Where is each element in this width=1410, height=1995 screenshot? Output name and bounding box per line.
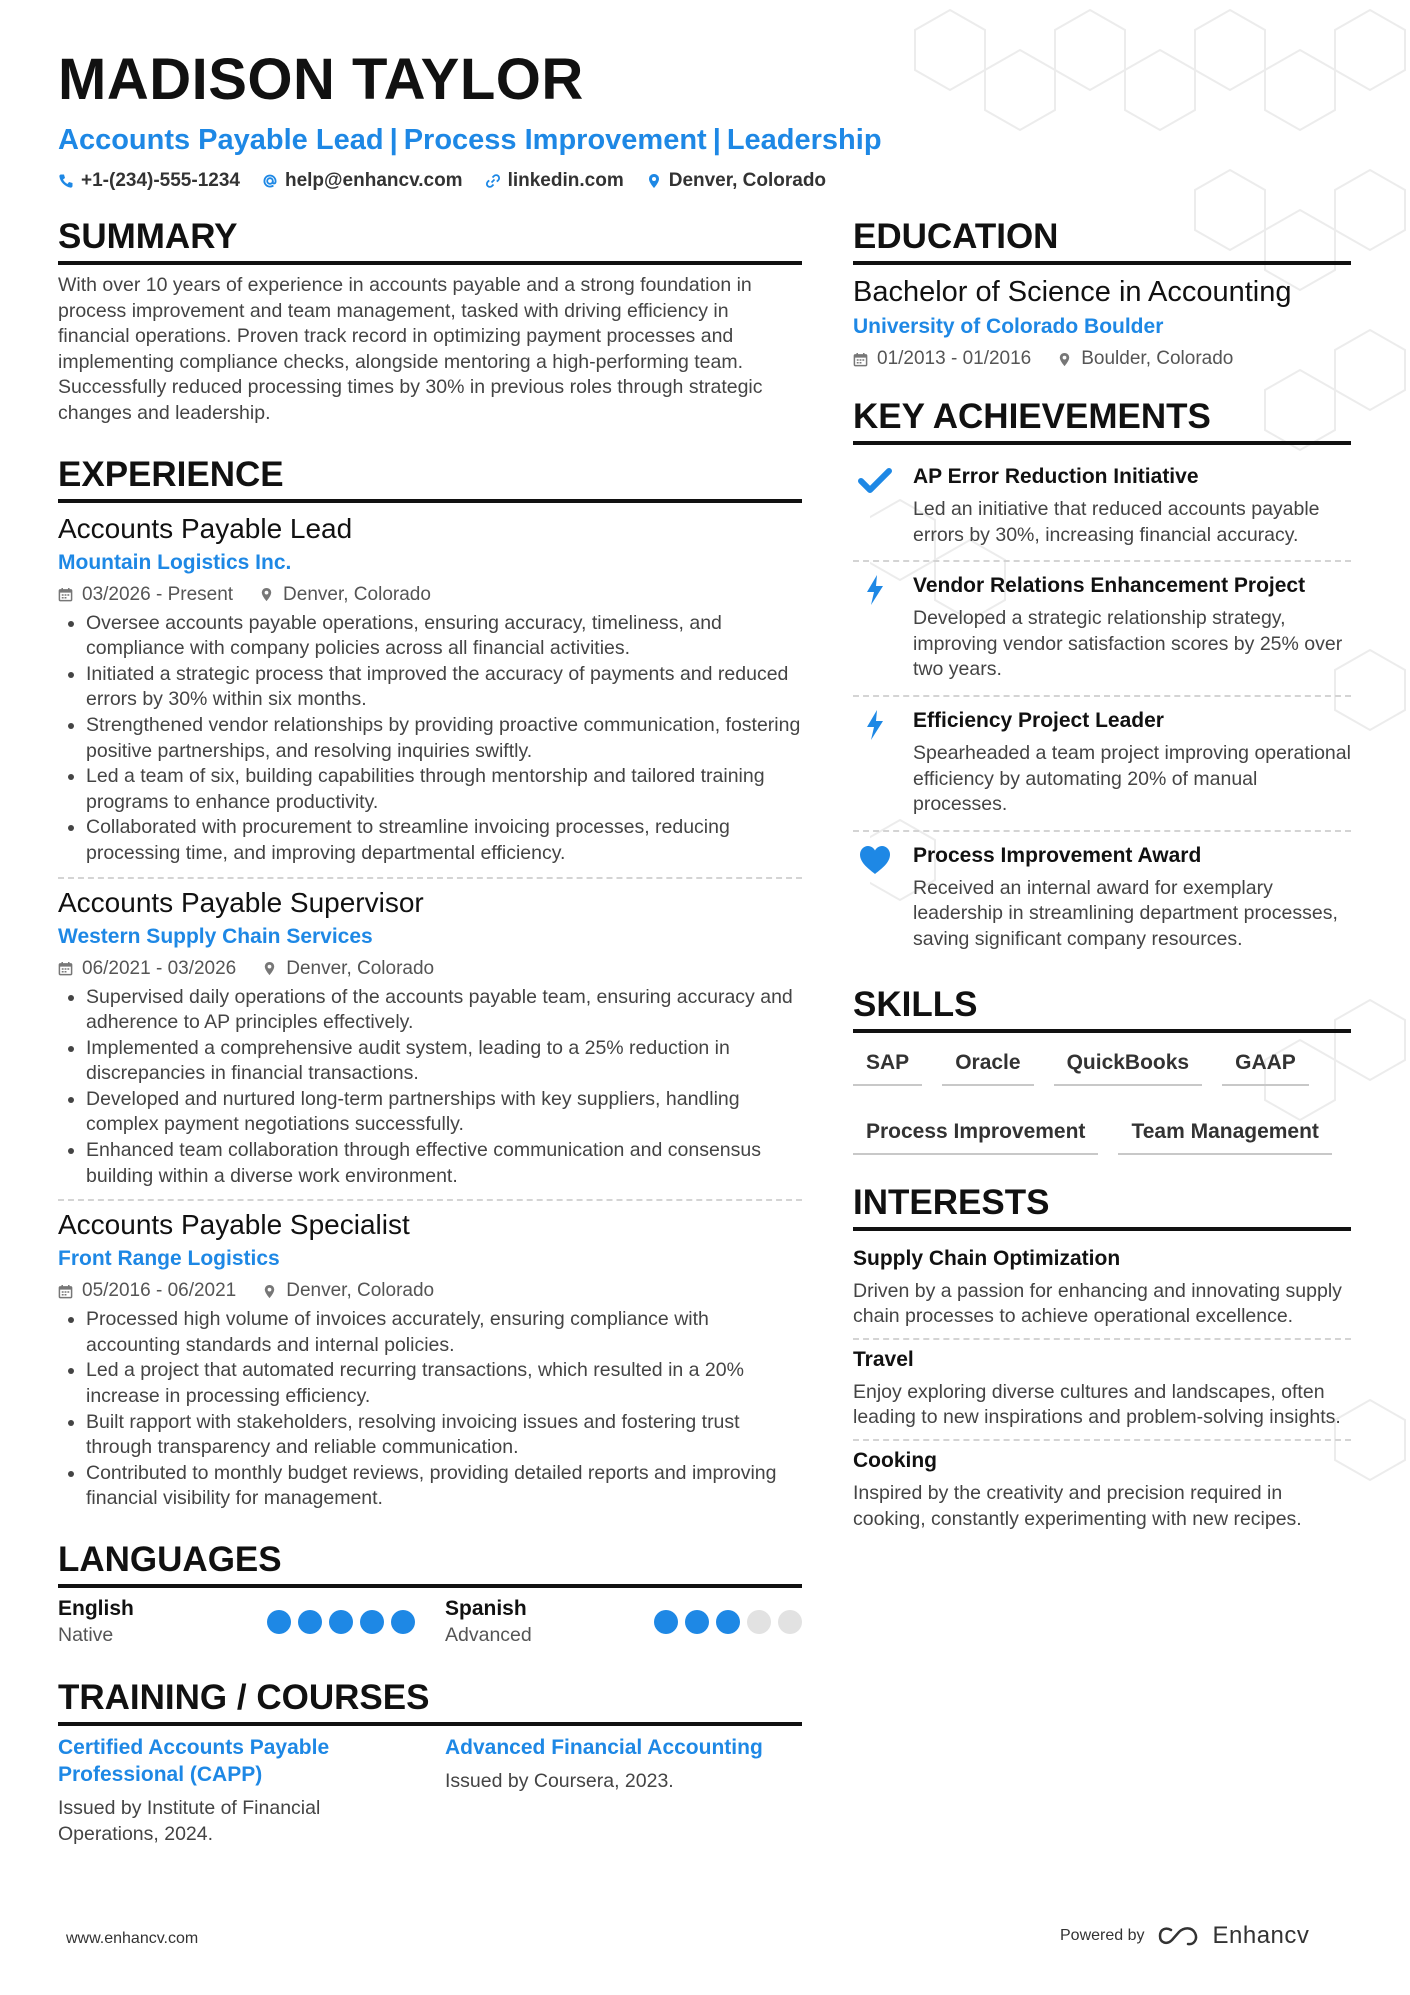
achievement-desc: Received an internal award for exemplary leadership in streamlining department processes, saving significant company resources. — [913, 876, 1338, 950]
job-entry — [58, 511, 802, 879]
section-title-experience: EXPERIENCE — [58, 453, 802, 503]
interest-title: Cooking — [853, 1448, 937, 1472]
bullet-item: • Led a project that automated recurring transactions, which resulted in a 20% increase in processing efficiency. — [86, 1358, 802, 1409]
bullet-item: • Initiated a strategic process that improved the accuracy of payments and reduced errors by 30% within six months. — [86, 662, 802, 713]
rating-dot — [747, 1610, 771, 1634]
job-title: Accounts Payable Supervisor — [58, 886, 424, 918]
rating-dot — [298, 1610, 322, 1634]
left-column — [58, 215, 802, 1847]
bullet-item: • Led a team of six, building capabilities through mentorship and tailored training programs to enhance productivity. — [86, 764, 802, 815]
skills-section — [853, 983, 1351, 1155]
interest-desc: Driven by a passion for enhancing and innovating supply chain processes to achieve operational excellence. — [853, 1279, 1342, 1328]
checkmark-icon — [858, 465, 892, 497]
skill-tag: SAP — [853, 1041, 922, 1086]
education-location — [1057, 347, 1233, 371]
job-location-text: Denver, Colorado — [283, 583, 431, 605]
job-bullets — [58, 1307, 802, 1512]
company-name: Western Supply Chain Services — [58, 924, 373, 948]
skill-tag: QuickBooks — [1054, 1041, 1203, 1086]
candidate-name: MADISON TAYLOR — [58, 47, 584, 112]
achievement-icon-wrap — [853, 463, 897, 548]
company-name: Front Range Logistics — [58, 1247, 280, 1271]
at-sign-icon — [262, 173, 278, 189]
bullet-item: • Oversee accounts payable operations, ensuring accuracy, timeliness, and compliance with company policies across all financial activities. — [86, 611, 802, 662]
contact-linkedin[interactable] — [485, 170, 624, 192]
achievement-title: Process Improvement Award — [913, 843, 1202, 867]
interest-title: Supply Chain Optimization — [853, 1246, 1121, 1270]
degree-name: Bachelor of Science in Accounting — [853, 276, 1292, 308]
achievement-item — [853, 697, 1351, 832]
job-meta — [58, 1279, 802, 1303]
interest-item — [853, 1340, 1351, 1441]
training-section — [58, 1676, 802, 1847]
contact-bar — [58, 170, 1358, 192]
course-title: Certified Accounts Payable Professional (CAPP) — [58, 1736, 330, 1786]
education-meta — [853, 347, 1351, 371]
resume-header — [58, 44, 1358, 192]
job-meta — [58, 583, 802, 607]
achievement-desc: Spearheaded a team project improving operational efficiency by automating 20% of manual processes. — [913, 741, 1351, 816]
languages-grid — [58, 1596, 802, 1648]
language-level: Native — [58, 1624, 114, 1646]
contact-email[interactable] — [262, 170, 463, 192]
achievement-title: Efficiency Project Leader — [913, 708, 1164, 732]
job-bullets — [58, 985, 802, 1190]
right-column — [853, 215, 1351, 1540]
course-title: Advanced Financial Accounting — [445, 1736, 763, 1759]
language-rating — [267, 1610, 415, 1634]
phone-icon — [58, 173, 74, 189]
language-name: Spanish — [445, 1597, 527, 1620]
achievement-title: AP Error Reduction Initiative — [913, 465, 1199, 488]
course-desc: Issued by Institute of Financial Operations, 2024. — [58, 1797, 321, 1845]
achievement-icon-wrap — [853, 842, 897, 953]
bullet-item: • Developed and nurtured long-term partnerships with key suppliers, handling complex payment negotiations successfully. — [86, 1087, 802, 1138]
rating-dot — [329, 1610, 353, 1634]
calendar-icon — [58, 587, 73, 602]
lightning-bolt-icon — [858, 574, 892, 606]
section-title-education: EDUCATION — [853, 215, 1351, 265]
achievement-desc: Led an initiative that reduced accounts payable errors by 30%, increasing financial accuracy. — [913, 498, 1320, 546]
headline — [58, 120, 1358, 160]
job-entry — [58, 885, 802, 1202]
interest-desc: Enjoy exploring diverse cultures and landscapes, often leading to new inspirations and problem-solving insights. — [853, 1380, 1341, 1429]
rating-dot — [778, 1610, 802, 1634]
achievement-title: Vendor Relations Enhancement Project — [913, 574, 1306, 598]
lightning-bolt-icon — [858, 709, 892, 741]
languages-section — [58, 1538, 802, 1648]
location-pin-icon — [262, 1284, 277, 1299]
job-dates-text: 06/2021 - 03/2026 — [82, 957, 237, 979]
calendar-icon — [58, 961, 73, 976]
interest-title: Travel — [853, 1347, 914, 1371]
location-pin-icon — [646, 173, 662, 189]
courses-grid — [58, 1734, 802, 1847]
education-dates-text: 01/2013 - 01/2016 — [877, 348, 1032, 369]
job-location — [259, 583, 431, 607]
location-pin-icon — [262, 961, 277, 976]
footer-website[interactable]: www.enhancv.com — [66, 1930, 199, 1947]
summary-section — [58, 215, 802, 427]
headline-focus: Process Improvement — [403, 124, 707, 156]
footer-branding[interactable] — [1060, 1922, 1309, 1950]
skill-tag: Process Improvement — [853, 1110, 1098, 1155]
location-text: Denver, Colorado — [668, 170, 827, 191]
summary-text: With over 10 years of experience in accounts payable and a strong foundation in process improvement and team management, tasked with driving efficiency in financial operations. Proven track record in optimizing payment processes and implementing compliance checks, alongside mentoring a high-performing team. Successfully reduced processing times by 30% in previous roles through strategic changes and leadership. — [58, 274, 763, 424]
rating-dot — [654, 1610, 678, 1634]
bullet-item: • Contributed to monthly budget reviews, providing detailed reports and improving financial visibility for management. — [86, 1461, 802, 1512]
job-title: Accounts Payable Lead — [58, 512, 353, 544]
bullet-item: • Supervised daily operations of the accounts payable team, ensuring accuracy and adherence to AP principles effectively. — [86, 985, 802, 1036]
linkedin-text: linkedin.com — [507, 170, 624, 191]
section-title-training: TRAINING / COURSES — [58, 1676, 802, 1726]
language-rating — [654, 1610, 802, 1634]
course-item — [445, 1734, 802, 1847]
location-pin-icon — [259, 587, 274, 602]
rating-dot — [391, 1610, 415, 1634]
powered-by-label: Powered by — [1060, 1927, 1145, 1944]
enhancv-logo-icon — [1157, 1924, 1201, 1948]
job-dates — [58, 583, 233, 607]
section-title-interests: INTERESTS — [853, 1181, 1351, 1231]
education-dates — [853, 347, 1031, 371]
achievements-section — [853, 395, 1351, 965]
achievement-item — [853, 832, 1351, 965]
phone-text: +1-(234)-555-1234 — [81, 170, 240, 191]
interest-item — [853, 1441, 1351, 1540]
section-title-skills: SKILLS — [853, 983, 1351, 1033]
school-name: University of Colorado Boulder — [853, 315, 1164, 338]
skills-list — [853, 1041, 1351, 1155]
job-dates — [58, 1279, 236, 1303]
section-title-languages: LANGUAGES — [58, 1538, 802, 1588]
course-desc: Issued by Coursera, 2023. — [445, 1770, 674, 1792]
heart-icon — [858, 844, 892, 876]
job-divider — [58, 877, 802, 879]
bullet-item: • Built rapport with stakeholders, resolving invoicing issues and fostering trust through transparency and reliable communication. — [86, 1410, 802, 1461]
contact-location — [646, 170, 826, 192]
bullet-item: • Strengthened vendor relationships by providing proactive communication, fostering positive partnerships, and resolving inquiries swiftly. — [86, 713, 802, 764]
job-location — [262, 957, 434, 981]
achievement-item — [853, 562, 1351, 697]
achievement-icon-wrap — [853, 572, 897, 683]
bullet-item: • Collaborated with procurement to streamline invoicing processes, reducing processing time, and improving departmental efficiency. — [86, 815, 802, 866]
bullet-item: • Implemented a comprehensive audit system, leading to a 25% reduction in discrepancies in financial transactions. — [86, 1036, 802, 1087]
headline-separator: | — [389, 124, 398, 156]
link-icon — [485, 173, 501, 189]
job-title: Accounts Payable Specialist — [58, 1209, 410, 1241]
achievement-item — [853, 453, 1351, 562]
achievement-desc: Developed a strategic relationship strategy, improving vendor satisfaction scores by 25% over two years. — [913, 607, 1343, 681]
company-name: Mountain Logistics Inc. — [58, 550, 292, 574]
experience-section — [58, 453, 802, 1512]
interests-section — [853, 1181, 1351, 1541]
email-text: help@enhancv.com — [284, 170, 463, 191]
bullet-item: • Enhanced team collaboration through effective communication and consensus building within a diverse work environment. — [86, 1138, 802, 1189]
course-item — [58, 1734, 415, 1847]
interest-desc: Inspired by the creativity and precision required in cooking, constantly experimenting with new recipes. — [853, 1481, 1302, 1530]
contact-phone[interactable] — [58, 170, 240, 192]
job-dates — [58, 957, 236, 981]
job-location-text: Denver, Colorado — [286, 1280, 435, 1302]
job-divider — [58, 1199, 802, 1201]
headline-trait: Leadership — [726, 124, 882, 156]
rating-dot — [267, 1610, 291, 1634]
language-item — [58, 1596, 415, 1648]
language-level: Advanced — [445, 1624, 532, 1646]
section-title-summary: SUMMARY — [58, 215, 802, 265]
skill-tag: GAAP — [1222, 1041, 1309, 1086]
job-entry — [58, 1207, 802, 1512]
job-location — [262, 1279, 434, 1303]
job-location-text: Denver, Colorado — [286, 957, 435, 979]
rating-dot — [716, 1610, 740, 1634]
language-item — [445, 1596, 802, 1648]
achievement-icon-wrap — [853, 707, 897, 818]
interest-item — [853, 1239, 1351, 1340]
job-meta — [58, 957, 802, 981]
bullet-item: • Processed high volume of invoices accurately, ensuring compliance with accounting standards and internal policies. — [86, 1307, 802, 1358]
calendar-icon — [58, 1284, 73, 1299]
skill-tag: Team Management — [1118, 1110, 1332, 1155]
job-dates-text: 05/2016 - 06/2021 — [82, 1280, 237, 1302]
education-section — [853, 215, 1351, 371]
job-dates-text: 03/2026 - Present — [82, 583, 234, 605]
headline-separator: | — [712, 124, 721, 156]
job-bullets — [58, 611, 802, 867]
language-name: English — [58, 1597, 134, 1620]
brand-name: Enhancv — [1212, 1922, 1310, 1949]
section-title-achievements: KEY ACHIEVEMENTS — [853, 395, 1351, 445]
location-pin-icon — [1057, 352, 1072, 367]
calendar-icon — [853, 352, 868, 367]
rating-dot — [360, 1610, 384, 1634]
education-location-text: Boulder, Colorado — [1081, 348, 1234, 369]
skill-tag: Oracle — [942, 1041, 1033, 1086]
rating-dot — [685, 1610, 709, 1634]
headline-role: Accounts Payable Lead — [58, 124, 384, 156]
